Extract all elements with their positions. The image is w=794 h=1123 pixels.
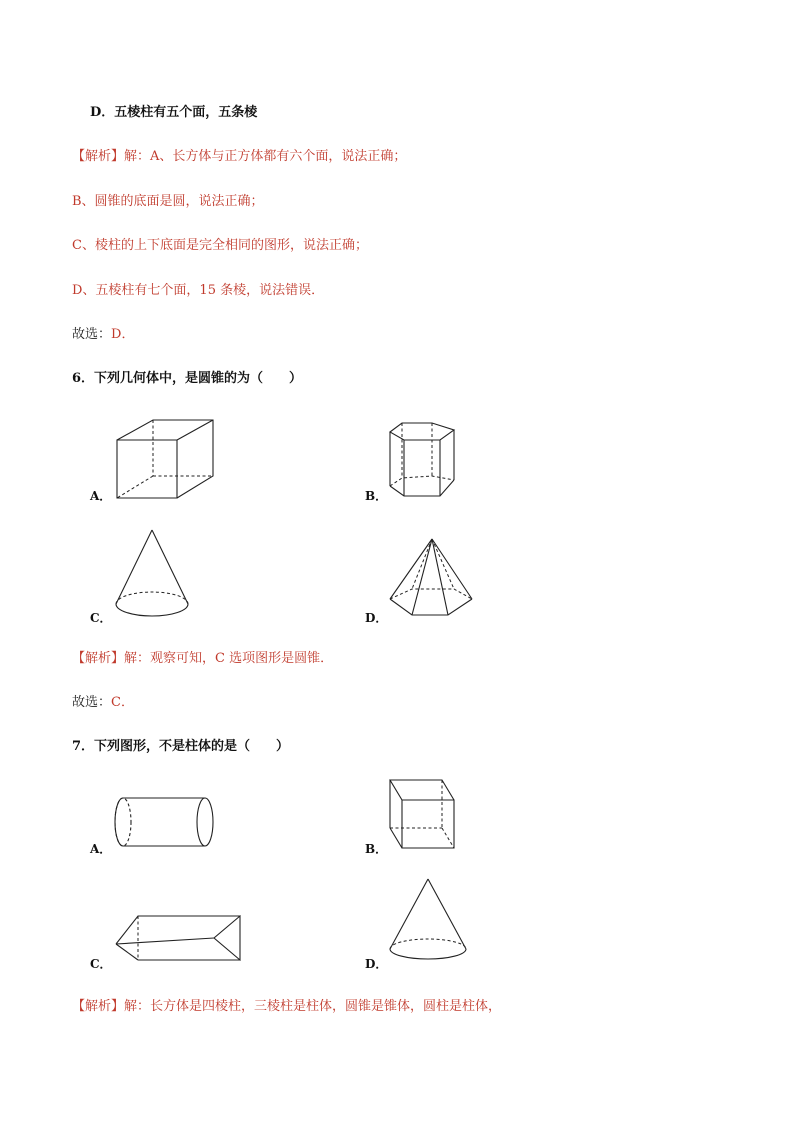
question-7-stem: 7．下列图形，不是柱体的是（ ） — [72, 739, 290, 754]
pentagonal-pyramid-icon — [388, 537, 476, 621]
q7-option-a-label: A． — [90, 842, 112, 856]
answer-line-q6 — [72, 694, 134, 712]
analysis-a-text: A、长方体与正方体都有六个面，说法正确； — [150, 149, 407, 164]
q6-answer-prefix: 故选： — [72, 695, 112, 710]
analysis-line-d: D、五棱柱有七个面，15 条棱，说法错误． — [72, 283, 325, 298]
q6-option-a-label: A． — [90, 489, 112, 503]
cylinder-icon — [113, 796, 215, 852]
q6-analysis-tag: 【解析】 — [72, 651, 125, 666]
q6-analysis — [72, 650, 333, 668]
analysis-intro: 解： — [124, 149, 151, 164]
q7-option-b-label: B． — [365, 842, 388, 856]
analysis-line-b: B、圆锥的底面是圆，说法正确； — [72, 194, 264, 209]
q7-analysis-text: 解：长方体是四棱柱，三棱柱是柱体，圆锥是锥体，圆柱是柱体， — [124, 999, 502, 1014]
q6-answer-value: C． — [111, 695, 134, 710]
hexagonal-prism-icon — [388, 420, 463, 502]
cone-icon — [112, 528, 192, 620]
prev-option-d: D．五棱柱有五个面，五条棱 — [90, 105, 258, 120]
cuboid-icon — [115, 418, 220, 503]
q6-option-b-label: B． — [365, 489, 388, 503]
q7-option-d-label: D． — [365, 957, 388, 971]
answer-line-q5 — [72, 326, 134, 344]
q7-analysis — [72, 998, 501, 1016]
triangular-prism-icon — [114, 912, 246, 966]
cube-icon — [388, 778, 458, 852]
question-6-stem: 6．下列几何体中，是圆锥的为（ ） — [72, 371, 303, 386]
q7-option-c-label: C． — [90, 957, 112, 971]
q6-analysis-text: 解：观察可知，C 选项图形是圆锥． — [124, 651, 334, 666]
cone-icon — [387, 877, 469, 965]
analysis-tag: 【解析】 — [72, 149, 125, 164]
q7-analysis-tag: 【解析】 — [72, 999, 125, 1014]
q6-option-c-label: C． — [90, 611, 112, 625]
answer-value: D． — [111, 327, 135, 342]
analysis-line-a — [72, 148, 406, 166]
answer-prefix: 故选： — [72, 327, 112, 342]
q6-option-d-label: D． — [365, 611, 388, 625]
analysis-line-c: C、棱柱的上下底面是完全相同的图形，说法正确； — [72, 238, 368, 253]
